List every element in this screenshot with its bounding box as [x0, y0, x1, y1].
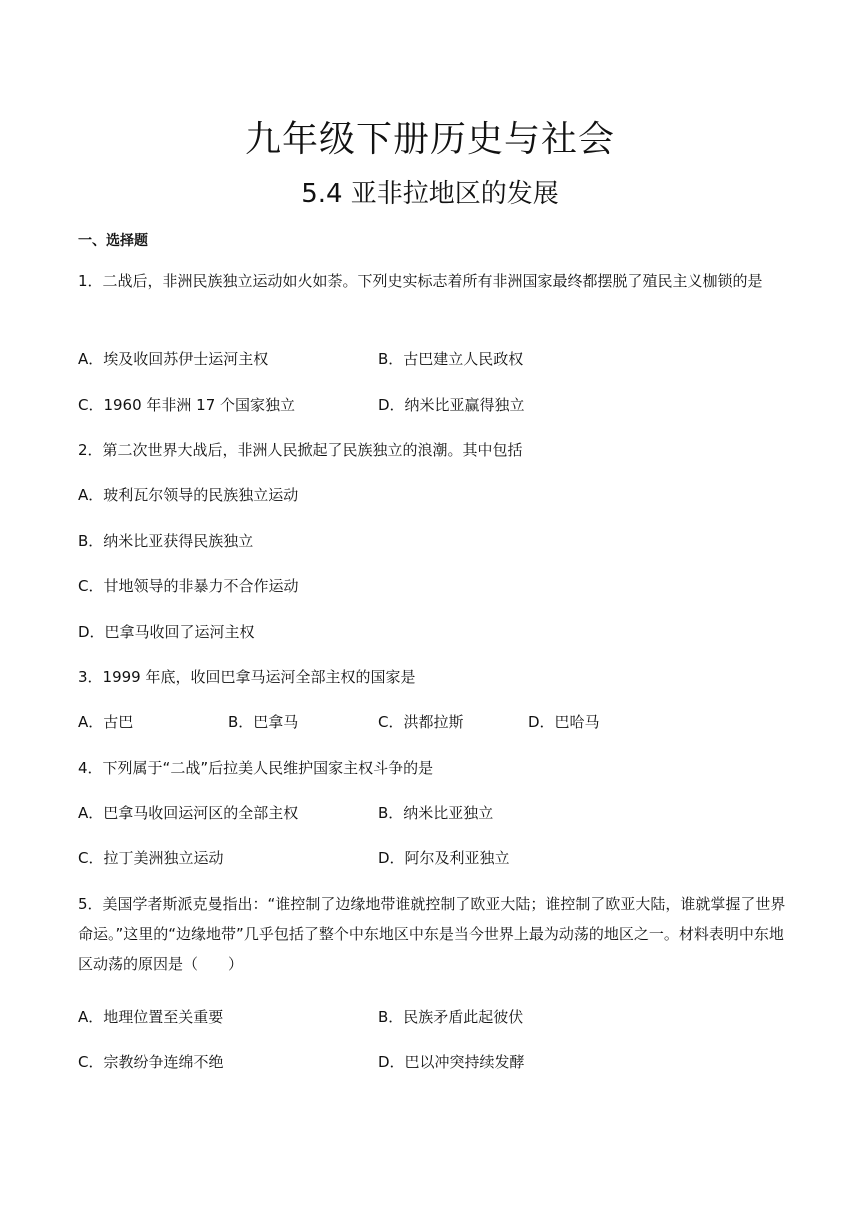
question-4-stem: 4．下列属于“二战”后拉美人民维护国家主权斗争的是 — [78, 759, 434, 777]
question-1-option-b: B．古巴建立人民政权 — [378, 350, 524, 368]
question-2-option-c: C．甘地领导的非暴力不合作运动 — [78, 577, 299, 595]
question-3-stem: 3．1999 年底，收回巴拿马运河全部主权的国家是 — [78, 668, 416, 686]
question-2-stem: 2．第二次世界大战后，非洲人民掀起了民族独立的浪潮。其中包括 — [78, 441, 523, 459]
question-5-option-b: B．民族矛盾此起彼伏 — [378, 1008, 524, 1026]
question-1-option-d: D．纳米比亚赢得独立 — [378, 396, 525, 414]
question-3-option-d: D．巴哈马 — [528, 713, 600, 731]
question-5-option-d: D．巴以冲突持续发酵 — [378, 1053, 525, 1071]
question-5-stem: 5．美国学者斯派克曼指出：“谁控制了边缘地带谁就控制了欧亚大陆；谁控制了欧亚大陆，谁就掌握了世界命运。”这里的“边缘地带”几乎包括了整个中东地区中东是当今世界上最为动荡的地区之一。材料表明中东地区动荡的原因是（ ） — [78, 895, 786, 973]
question-1-option-a: A．埃及收回苏伊士运河主权 — [78, 350, 269, 368]
question-2-option-d: D．巴拿马收回了运河主权 — [78, 623, 255, 641]
question-4-option-d: D．阿尔及利亚独立 — [378, 849, 510, 867]
question-4-option-c: C．拉丁美洲独立运动 — [78, 849, 224, 867]
question-4-option-b: B．纳米比亚独立 — [378, 804, 494, 822]
question-3-option-b: B．巴拿马 — [228, 713, 299, 731]
lesson-subtitle: 5.4 亚非拉地区的发展 — [301, 179, 559, 209]
question-2-option-b: B．纳米比亚获得民族独立 — [78, 532, 254, 550]
page-title: 九年级下册历史与社会 — [244, 119, 615, 160]
question-2-option-a: A．玻利瓦尔领导的民族独立运动 — [78, 486, 299, 504]
question-1-stem: 1．二战后，非洲民族独立运动如火如荼。下列史实标志着所有非洲国家最终都摆脱了殖民主义枷锁的是 — [78, 272, 763, 290]
question-5-option-c: C．宗教纷争连绵不绝 — [78, 1053, 224, 1071]
section-heading: 一、选择题 — [78, 233, 148, 249]
question-4-option-a: A．巴拿马收回运河区的全部主权 — [78, 804, 299, 822]
question-5-option-a: A．地理位置至关重要 — [78, 1008, 224, 1026]
question-3-option-c: C．洪都拉斯 — [378, 713, 464, 731]
question-1-option-c: C．1960 年非洲 17 个国家独立 — [78, 396, 296, 414]
question-3-option-a: A．古巴 — [78, 713, 134, 731]
